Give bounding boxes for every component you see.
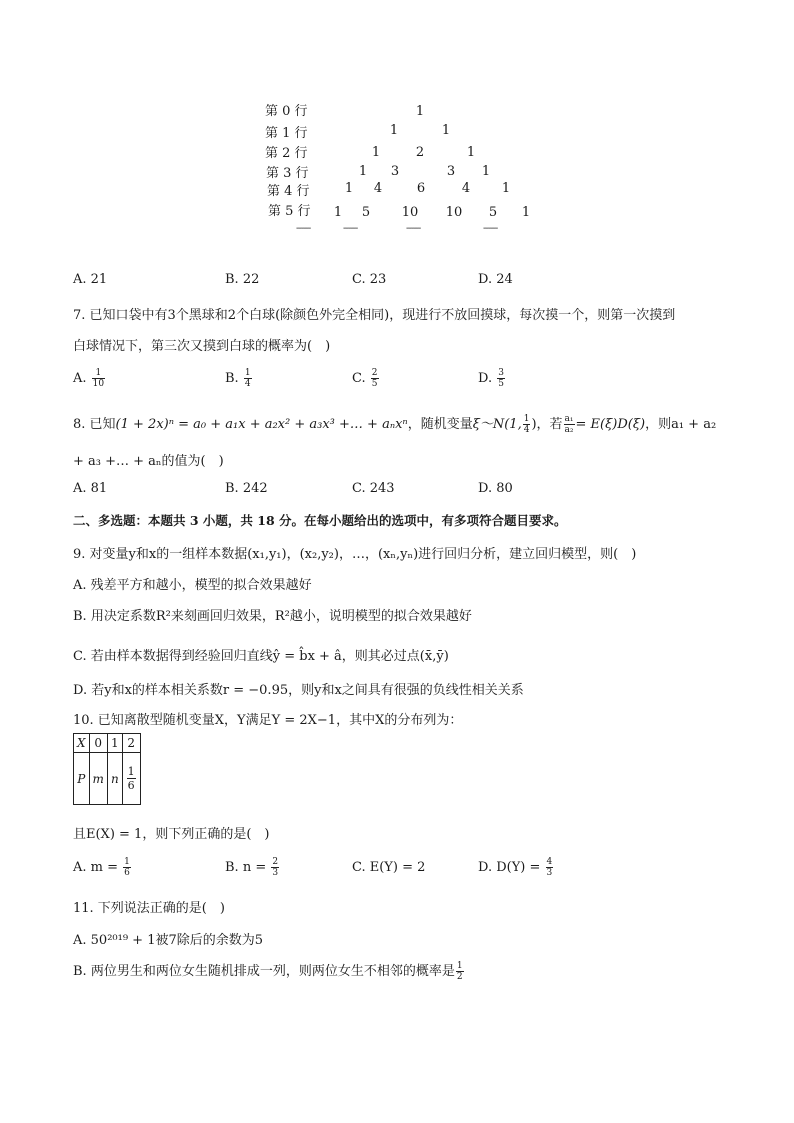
q10-stem: 10. 已知离散型随机变量X，Y满足Y = 2X−1，其中X的分布列为： (73, 713, 463, 728)
table-cell: $\frac{1}{6}$ (122, 753, 140, 805)
q7-stem-line2: 白球情况下，第三次又摸到白球的概率为( ) (73, 339, 331, 354)
q8-stem-line1: 8. 已知(1 + 2x)ⁿ = a₀ + a₁x + a₂x² + a₃x³ +… + aₙxⁿ，随机变量ξ～N(1, $\frac{1}{4}$ )，若 $\frac{\text{a₁}}{\text{a₂}}$ = E(ξ)D(ξ)，则a₁ + a₂ (73, 414, 717, 435)
triangle-number: 1 (521, 205, 531, 220)
q11-stem: 11. 下列说法正确的是( ) (73, 901, 225, 916)
row-label: 第 4 行 (267, 184, 310, 199)
q7-option-d: D. $\frac{3}{5}$ (478, 368, 504, 389)
triangle-number: 1 (333, 205, 343, 220)
q6-option-c: C. 23 (352, 272, 387, 287)
triangle-number: 1 (501, 181, 511, 196)
triangle-number: 1 (441, 123, 451, 138)
triangle-number: 4 (461, 181, 471, 196)
continuation-dots: ------ (483, 223, 498, 234)
triangle-number: 1 (415, 104, 425, 119)
triangle-number: 5 (361, 205, 371, 220)
continuation-dots: ------ (406, 223, 421, 234)
q10-option-a: A. m = $\frac{1}{6}$ (73, 857, 130, 878)
table-cell: n (107, 753, 122, 805)
q9-option-c: C. 若由样本数据得到经验回归直线ŷ = b̂x + â，则其必过点(x̄,ȳ) (73, 649, 449, 664)
q10-option-d: D. D(Y) = $\frac{4}{3}$ (478, 857, 553, 878)
q9-option-b: B. 用决定系数R²来刻画回归效果，R²越小，说明模型的拟合效果越好 (73, 609, 472, 624)
continuation-dots: ------ (296, 223, 311, 234)
q7-option-a: A. $\frac{1}{10}$ (73, 368, 105, 389)
triangle-number: 3 (446, 164, 456, 179)
table-cell: X (74, 734, 90, 753)
q6-option-b: B. 22 (225, 272, 260, 287)
triangle-number: 1 (344, 181, 354, 196)
triangle-number: 4 (373, 181, 383, 196)
triangle-number: 1 (389, 123, 399, 138)
table-cell: 2 (122, 734, 140, 753)
triangle-number: 2 (415, 145, 425, 160)
q11-option-a: A. 50²⁰¹⁹ + 1被7除后的余数为5 (73, 933, 264, 948)
triangle-number: 1 (466, 145, 476, 160)
q8-option-d: D. 80 (478, 481, 513, 496)
continuation-dots: ------ (343, 223, 358, 234)
row-label: 第 1 行 (265, 126, 308, 141)
q8-option-c: C. 243 (352, 481, 395, 496)
q8-option-a: A. 81 (73, 481, 108, 496)
q6-option-a: A. 21 (73, 272, 108, 287)
q10-option-b: B. n = $\frac{2}{3}$ (225, 857, 279, 878)
table-cell: m (89, 753, 107, 805)
q9-option-a: A. 残差平方和越小，模型的拟合效果越好 (73, 578, 312, 593)
q7-stem-line1: 7. 已知口袋中有3个黑球和2个白球(除颜色外完全相同)，现进行不放回摸球，每次摸一个，则第一次摸到 (73, 308, 676, 323)
table-cell: 1 (107, 734, 122, 753)
triangle-number: 1 (371, 145, 381, 160)
q9-option-d: D. 若y和x的样本相关系数r = −0.95，则y和x之间具有很强的负线性相关关系 (73, 683, 524, 698)
q9-stem: 9. 对变量y和x的一组样本数据(x₁,y₁)，(x₂,y₂)，…，(xₙ,yₙ)进行回归分析，建立回归模型，则( ) (73, 547, 637, 562)
distribution-table (73, 733, 141, 805)
table-cell: P (74, 753, 90, 805)
triangle-number: 5 (488, 205, 498, 220)
q7-option-c: C. $\frac{2}{5}$ (352, 368, 378, 389)
q7-option-b: B. $\frac{1}{4}$ (225, 368, 251, 389)
triangle-number: 6 (416, 181, 426, 196)
q6-option-d: D. 24 (478, 272, 513, 287)
q11-option-b: B. 两位男生和两位女生随机排成一列，则两位女生不相邻的概率是 $\frac{1}{2}$ (73, 961, 463, 982)
q8-stem-line2: + a₃ +… + aₙ的值为( ) (73, 454, 224, 469)
q8-option-b: B. 242 (225, 481, 268, 496)
section-heading: 二、多选题：本题共 3 小题，共 18 分。在每小题给出的选项中，有多项符合题目要求。 (73, 513, 567, 528)
row-label: 第 5 行 (268, 204, 311, 219)
row-label: 第 0 行 (265, 104, 308, 119)
triangle-number: 10 (445, 205, 463, 220)
row-label: 第 2 行 (265, 146, 308, 161)
triangle-number: 3 (390, 164, 400, 179)
q10-option-c: C. E(Y) = 2 (352, 860, 426, 875)
row-label: 第 3 行 (266, 166, 309, 181)
table-cell: 0 (89, 734, 107, 753)
triangle-number: 10 (401, 205, 419, 220)
q10-condition: 且E(X) = 1，则下列正确的是( ) (73, 827, 270, 842)
triangle-number: 1 (358, 164, 368, 179)
triangle-number: 1 (481, 164, 491, 179)
